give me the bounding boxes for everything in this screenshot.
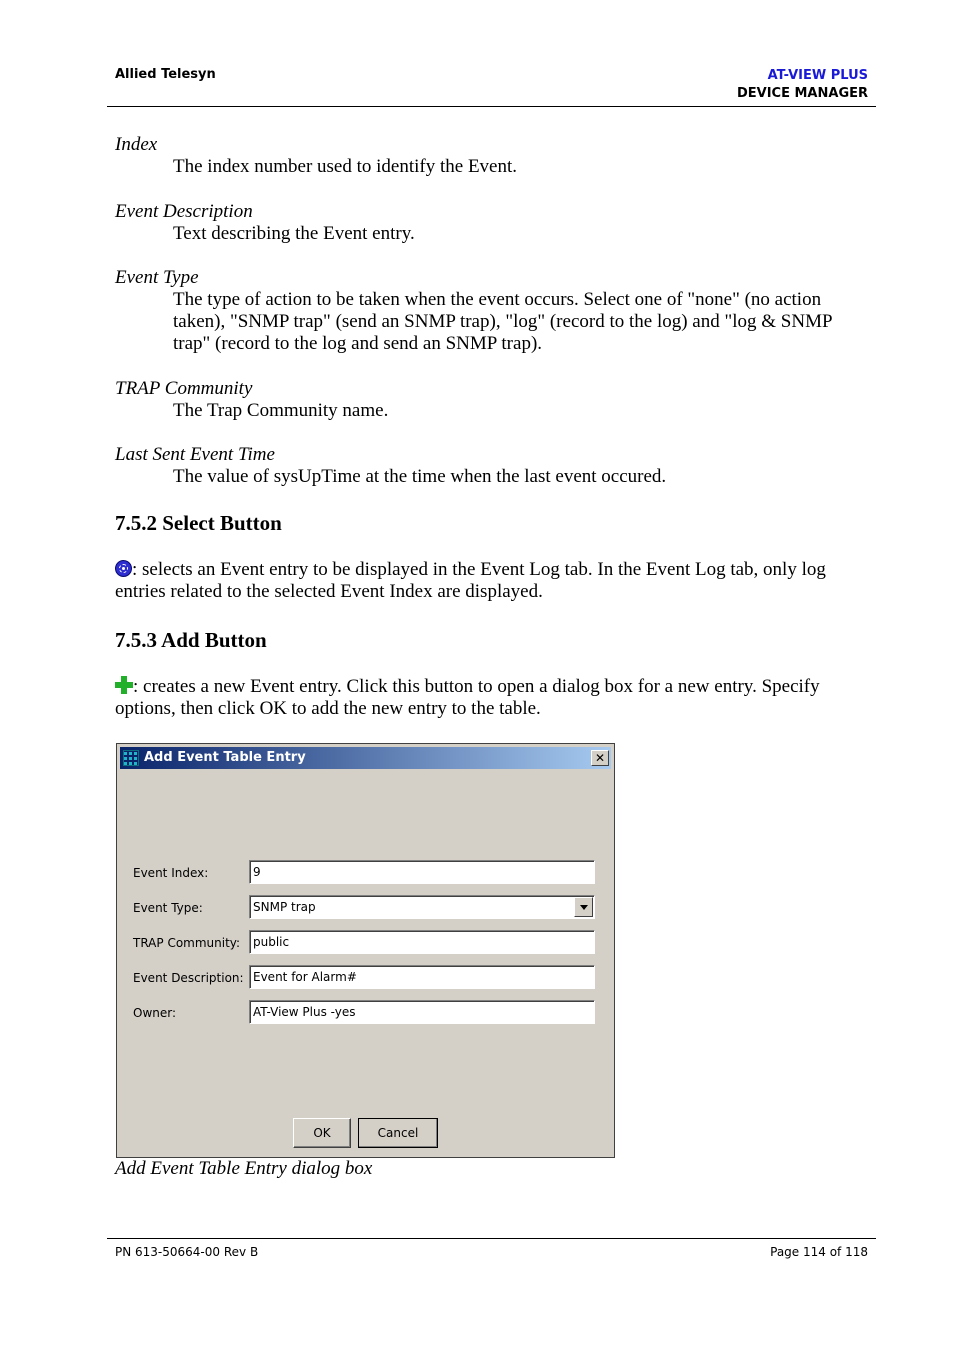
add-icon [115,676,133,694]
product-header [737,67,868,103]
event-index-input[interactable]: 9 [249,860,595,884]
grid-icon [123,750,139,766]
close-icon[interactable]: ✕ [591,750,609,766]
trap-community-input[interactable]: public [249,930,595,954]
select-icon [115,560,132,577]
footer-divider [107,1238,876,1239]
def-last-sent-event-time: The value of sysUpTime at the time when the last event occured. [173,466,667,487]
event-type-select[interactable] [249,895,595,919]
ok-button[interactable]: OK [293,1118,351,1148]
para-select-button [115,559,855,603]
product-name: AT-VIEW PLUS [767,68,868,83]
term-event-description: Event Description [115,201,253,222]
heading-add-button: 7.5.3 Add Button [115,628,267,652]
company-name: Allied Telesyn [115,67,216,82]
dialog-titlebar[interactable] [120,747,611,769]
trap-community-label: TRAP Community: [133,936,241,950]
event-type-value: SNMP trap [253,900,316,914]
def-event-type: The type of action to be taken when the event occurs. Select one of "none" (no action taken), "SNMP trap" (send an SNMP trap), "log" (record to the log) and "log & SNMP trap" (record to the log and send an SNMP trap). [173,289,832,354]
owner-input[interactable]: AT-View Plus -yes [249,1000,595,1024]
event-type-label: Event Type: [133,901,203,915]
term-trap-community: TRAP Community [115,378,253,399]
select-text: : selects an Event entry to be displayed in the Event Log tab. In the Event Log tab, only log entries related to the selected Event Index are displayed. [115,559,826,602]
chevron-down-icon[interactable] [574,897,593,917]
figure-caption: Add Event Table Entry dialog box [115,1158,373,1179]
add-event-dialog [116,743,615,1158]
term-last-sent-event-time: Last Sent Event Time [115,444,275,465]
header-divider [107,106,876,107]
part-number: PN 613-50664-00 Rev B [115,1245,259,1259]
term-index: Index [115,134,158,155]
event-index-label: Event Index: [133,866,209,880]
owner-label: Owner: [133,1006,177,1020]
module-name: DEVICE MANAGER [736,86,868,101]
para-add-button [115,676,855,720]
def-event-description: Text describing the Event entry. [173,223,415,244]
cancel-button[interactable]: Cancel [358,1118,438,1148]
page-number: Page 114 of 118 [770,1245,868,1259]
add-text: : creates a new Event entry. Click this button to open a dialog box for a new entry. Specify options, then click OK to add the new entry to the table. [115,676,820,719]
term-event-type: Event Type [115,267,199,288]
dialog-title: Add Event Table Entry [144,750,306,765]
def-index: The index number used to identify the Event. [173,156,518,177]
heading-select-button: 7.5.2 Select Button [115,511,282,535]
def-trap-community: The Trap Community name. [173,400,389,421]
event-description-label: Event Description: [133,971,244,985]
event-description-input[interactable]: Event for Alarm# [249,965,595,989]
